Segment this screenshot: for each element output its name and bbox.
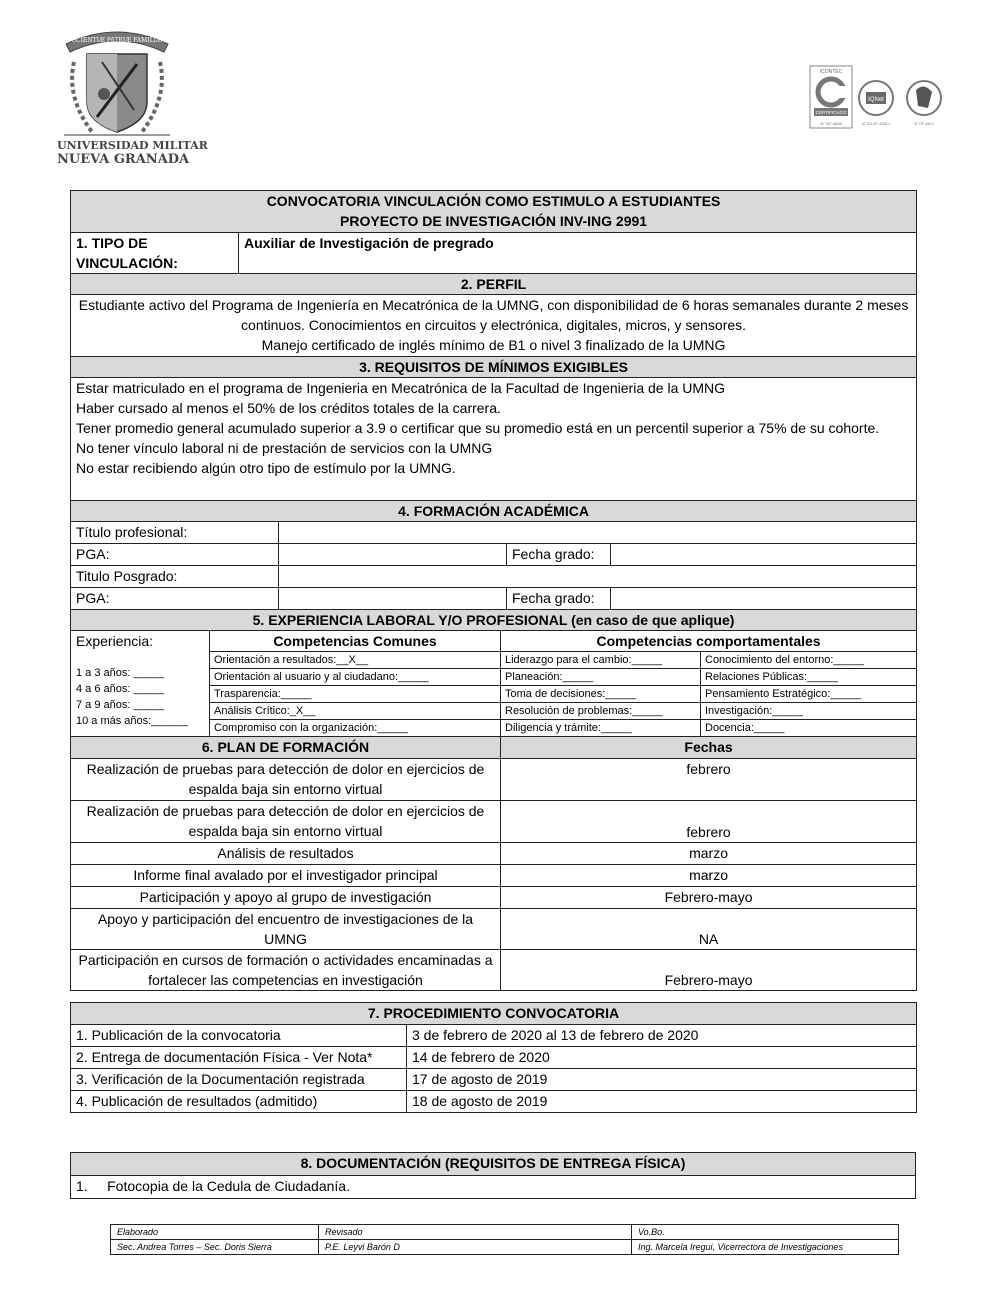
experiencia-cell [71,631,210,737]
plan-activity: Informe final avalado por el investigador principal [71,865,501,887]
titulo-profesional-field[interactable] [279,522,917,544]
vobo-label: Vo.Bo. [632,1225,899,1240]
competencia-comportamental: Investigación:_____ [701,703,917,720]
elaborado-value: Sec. Andrea Torres – Sec. Doris Sierra [111,1240,319,1255]
experiencia-heading: 5. EXPERIENCIA LABORAL Y/O PROFESIONAL (en caso de que aplique) [71,610,917,631]
fechas-heading: Fechas [501,737,917,759]
elaborado-label: Elaborado [111,1225,319,1240]
competencia-comportamental: Diligencia y trámite:_____ [501,720,701,737]
requisito-item: No estar recibiendo algún otro tipo de estímulo por la UMNG. [76,460,456,476]
formacion-heading: 4. FORMACIÓN ACADÉMICA [71,501,917,522]
revisado-label: Revisado [319,1225,632,1240]
perfil-text [71,295,917,357]
procedimiento-heading: 7. PROCEDIMIENTO CONVOCATORIA [71,1003,917,1025]
perfil-heading: 2. PERFIL [71,274,917,295]
pga-posgrado-label: PGA: [71,588,279,610]
university-logo [52,22,208,167]
plan-date: febrero [501,801,917,843]
procedimiento-step: 2. Entrega de documentación Física - Ver Nota* [71,1047,407,1069]
requisito-item: Haber cursado al menos el 50% de los créditos totales de la carrera. [76,400,501,416]
svg-text:SCIENTIÆ PATRIÆ FAMILIÆ: SCIENTIÆ PATRIÆ FAMILIÆ [71,37,163,44]
experiencia-range: 4 a 6 años: _____ [76,683,165,695]
pga-label: PGA: [71,544,279,566]
competencias-comunes-heading: Competencias Comunes [210,631,501,652]
titulo-posgrado-field[interactable] [279,566,917,588]
procedimiento-step: 1. Publicación de la convocatoria [71,1025,407,1047]
fecha-grado-field[interactable] [611,544,917,566]
plan-formacion-heading: 6. PLAN DE FORMACIÓN [71,737,501,759]
competencia-comun: Análisis Crítico:_X__ [210,703,501,720]
fecha-grado-posgrado-field[interactable] [611,588,917,610]
convocatoria-title [71,191,917,233]
procedimiento-date: 17 de agosto de 2019 [407,1069,917,1091]
documentacion-heading: 8. DOCUMENTACIÓN (REQUISITOS DE ENTREGA FÍSICA) [71,1153,916,1176]
vobo-value: Ing. Marcela Iregui, Vicerrectora de Investigaciones [632,1240,899,1255]
fecha-grado-posgrado-label: Fecha grado: [507,588,611,610]
procedimiento-date: 18 de agosto de 2019 [407,1091,917,1113]
competencia-comportamental: Relaciones Públicas:_____ [701,669,917,686]
requisito-item: Tener promedio general acumulado superior a 3.9 o certificar que su promedio está en un percentil superior a 75% de su cohorte. [76,420,880,436]
competencia-comportamental: Conocimiento del entorno:_____ [701,652,917,669]
revisado-value: P.E. Leyvi Barón D [319,1240,632,1255]
plan-date: marzo [501,843,917,865]
svg-text:N° SC 4428: N° SC 4428 [820,121,842,126]
experiencia-label: Experiencia: [76,633,154,649]
tipo-vinculacion-label: 1. TIPO DE VINCULACIÓN: [71,233,239,274]
svg-text:UNIVERSIDAD MILITAR: UNIVERSIDAD MILITAR [57,139,208,152]
signatures-table [110,1224,899,1255]
procedimiento-date: 3 de febrero de 2020 al 13 de febrero de 2020 [407,1025,917,1047]
competencia-comportamental: Planeación:_____ [501,669,701,686]
svg-text:ICONTEC: ICONTEC [819,69,843,75]
procedimiento-step: 4. Publicación de resultados (admitido) [71,1091,407,1113]
documentacion-item: 1. Fotocopia de la Cedula de Ciudadanía. [71,1176,916,1199]
plan-date: febrero [501,759,917,801]
requisito-item: No tener vínculo laboral ni de prestación de servicios con la UMNG [76,440,493,456]
pga-field[interactable] [279,544,507,566]
certification-logos [806,64,954,134]
plan-date: NA [501,909,917,950]
fecha-grado-label: Fecha grado: [507,544,611,566]
plan-activity: Participación y apoyo al grupo de investigación [71,887,501,909]
plan-activity: Realización de pruebas para detección de dolor en ejercicios de espalda baja sin entorno virtual [71,801,501,843]
titulo-posgrado-label: Titulo Posgrado: [71,566,279,588]
svg-text:NUEVA GRANADA: NUEVA GRANADA [57,152,190,167]
title-line2: PROYECTO DE INVESTIGACIÓN INV-ING 2991 [340,213,648,229]
competencia-comun: Compromiso con la organización:_____ [210,720,501,737]
experiencia-range: 1 a 3 años: _____ [76,667,165,679]
competencia-comun: Orientación al usuario y al ciudadano:_____ [210,669,501,686]
plan-activity: Realización de pruebas para detección de dolor en ejercicios de espalda baja sin entorno virtual [71,759,501,801]
svg-text:N° GP 443-1: N° GP 443-1 [914,122,934,126]
svg-text:N° CO-SC 4428-1: N° CO-SC 4428-1 [861,122,891,126]
procedimiento-step: 3. Verificación de la Documentación registrada [71,1069,407,1091]
pga-posgrado-field[interactable] [279,588,507,610]
svg-text:IQNet: IQNet [868,97,884,103]
requisitos-list [71,378,917,501]
plan-date: Febrero-mayo [501,887,917,909]
competencia-comportamental: Resolución de problemas:_____ [501,703,701,720]
svg-text:CERTIFICADO: CERTIFICADO [815,110,847,115]
competencia-comun: Trasparencia:_____ [210,686,501,703]
competencia-comportamental: Toma de decisiones:_____ [501,686,701,703]
perfil-line: Estudiante activo del Programa de Ingeniería en Mecatrónica de la UMNG, con disponibilidad de 6 horas semanales durante 2 meses continuos. Conocimientos en circuitos y electrónica, digitales, micros, y sensores. [78,297,909,333]
competencia-comportamental: Docencia:_____ [701,720,917,737]
competencias-comportamentales-heading: Competencias comportamentales [501,631,917,652]
plan-activity: Análisis de resultados [71,843,501,865]
plan-activity: Apoyo y participación del encuentro de investigaciones de la UMNG [71,909,501,950]
competencia-comportamental: Pensamiento Estratégico:_____ [701,686,917,703]
procedimiento-date: 14 de febrero de 2020 [407,1047,917,1069]
procedimiento-table [70,1002,917,1113]
plan-activity: Participación en cursos de formación o actividades encaminadas a fortalecer las competencias en investigación [71,950,501,991]
requisito-item: Estar matriculado en el programa de Ingenieria en Mecatrónica de la Facultad de Ingenieria de la UMNG [76,380,726,396]
main-form-table [70,190,917,991]
titulo-profesional-label: Título profesional: [71,522,279,544]
requisitos-heading: 3. REQUISITOS DE MÍNIMOS EXIGIBLES [71,357,917,378]
experiencia-range: 7 a 9 años: _____ [76,699,165,711]
tipo-vinculacion-value: Auxiliar de Investigación de pregrado [239,233,917,274]
title-line1: CONVOCATORIA VINCULACIÓN COMO ESTIMULO A ESTUDIANTES [266,193,721,209]
competencia-comportamental: Liderazgo para el cambio:_____ [501,652,701,669]
perfil-line: Manejo certificado de inglés mínimo de B1 o nivel 3 finalizado de la UMNG [261,337,726,353]
plan-date: Febrero-mayo [501,950,917,991]
plan-date: marzo [501,865,917,887]
competencia-comun: Orientación a resultados:__X__ [210,652,501,669]
experiencia-range: 10 a más años:______ [76,715,188,727]
documentacion-table [70,1152,916,1199]
